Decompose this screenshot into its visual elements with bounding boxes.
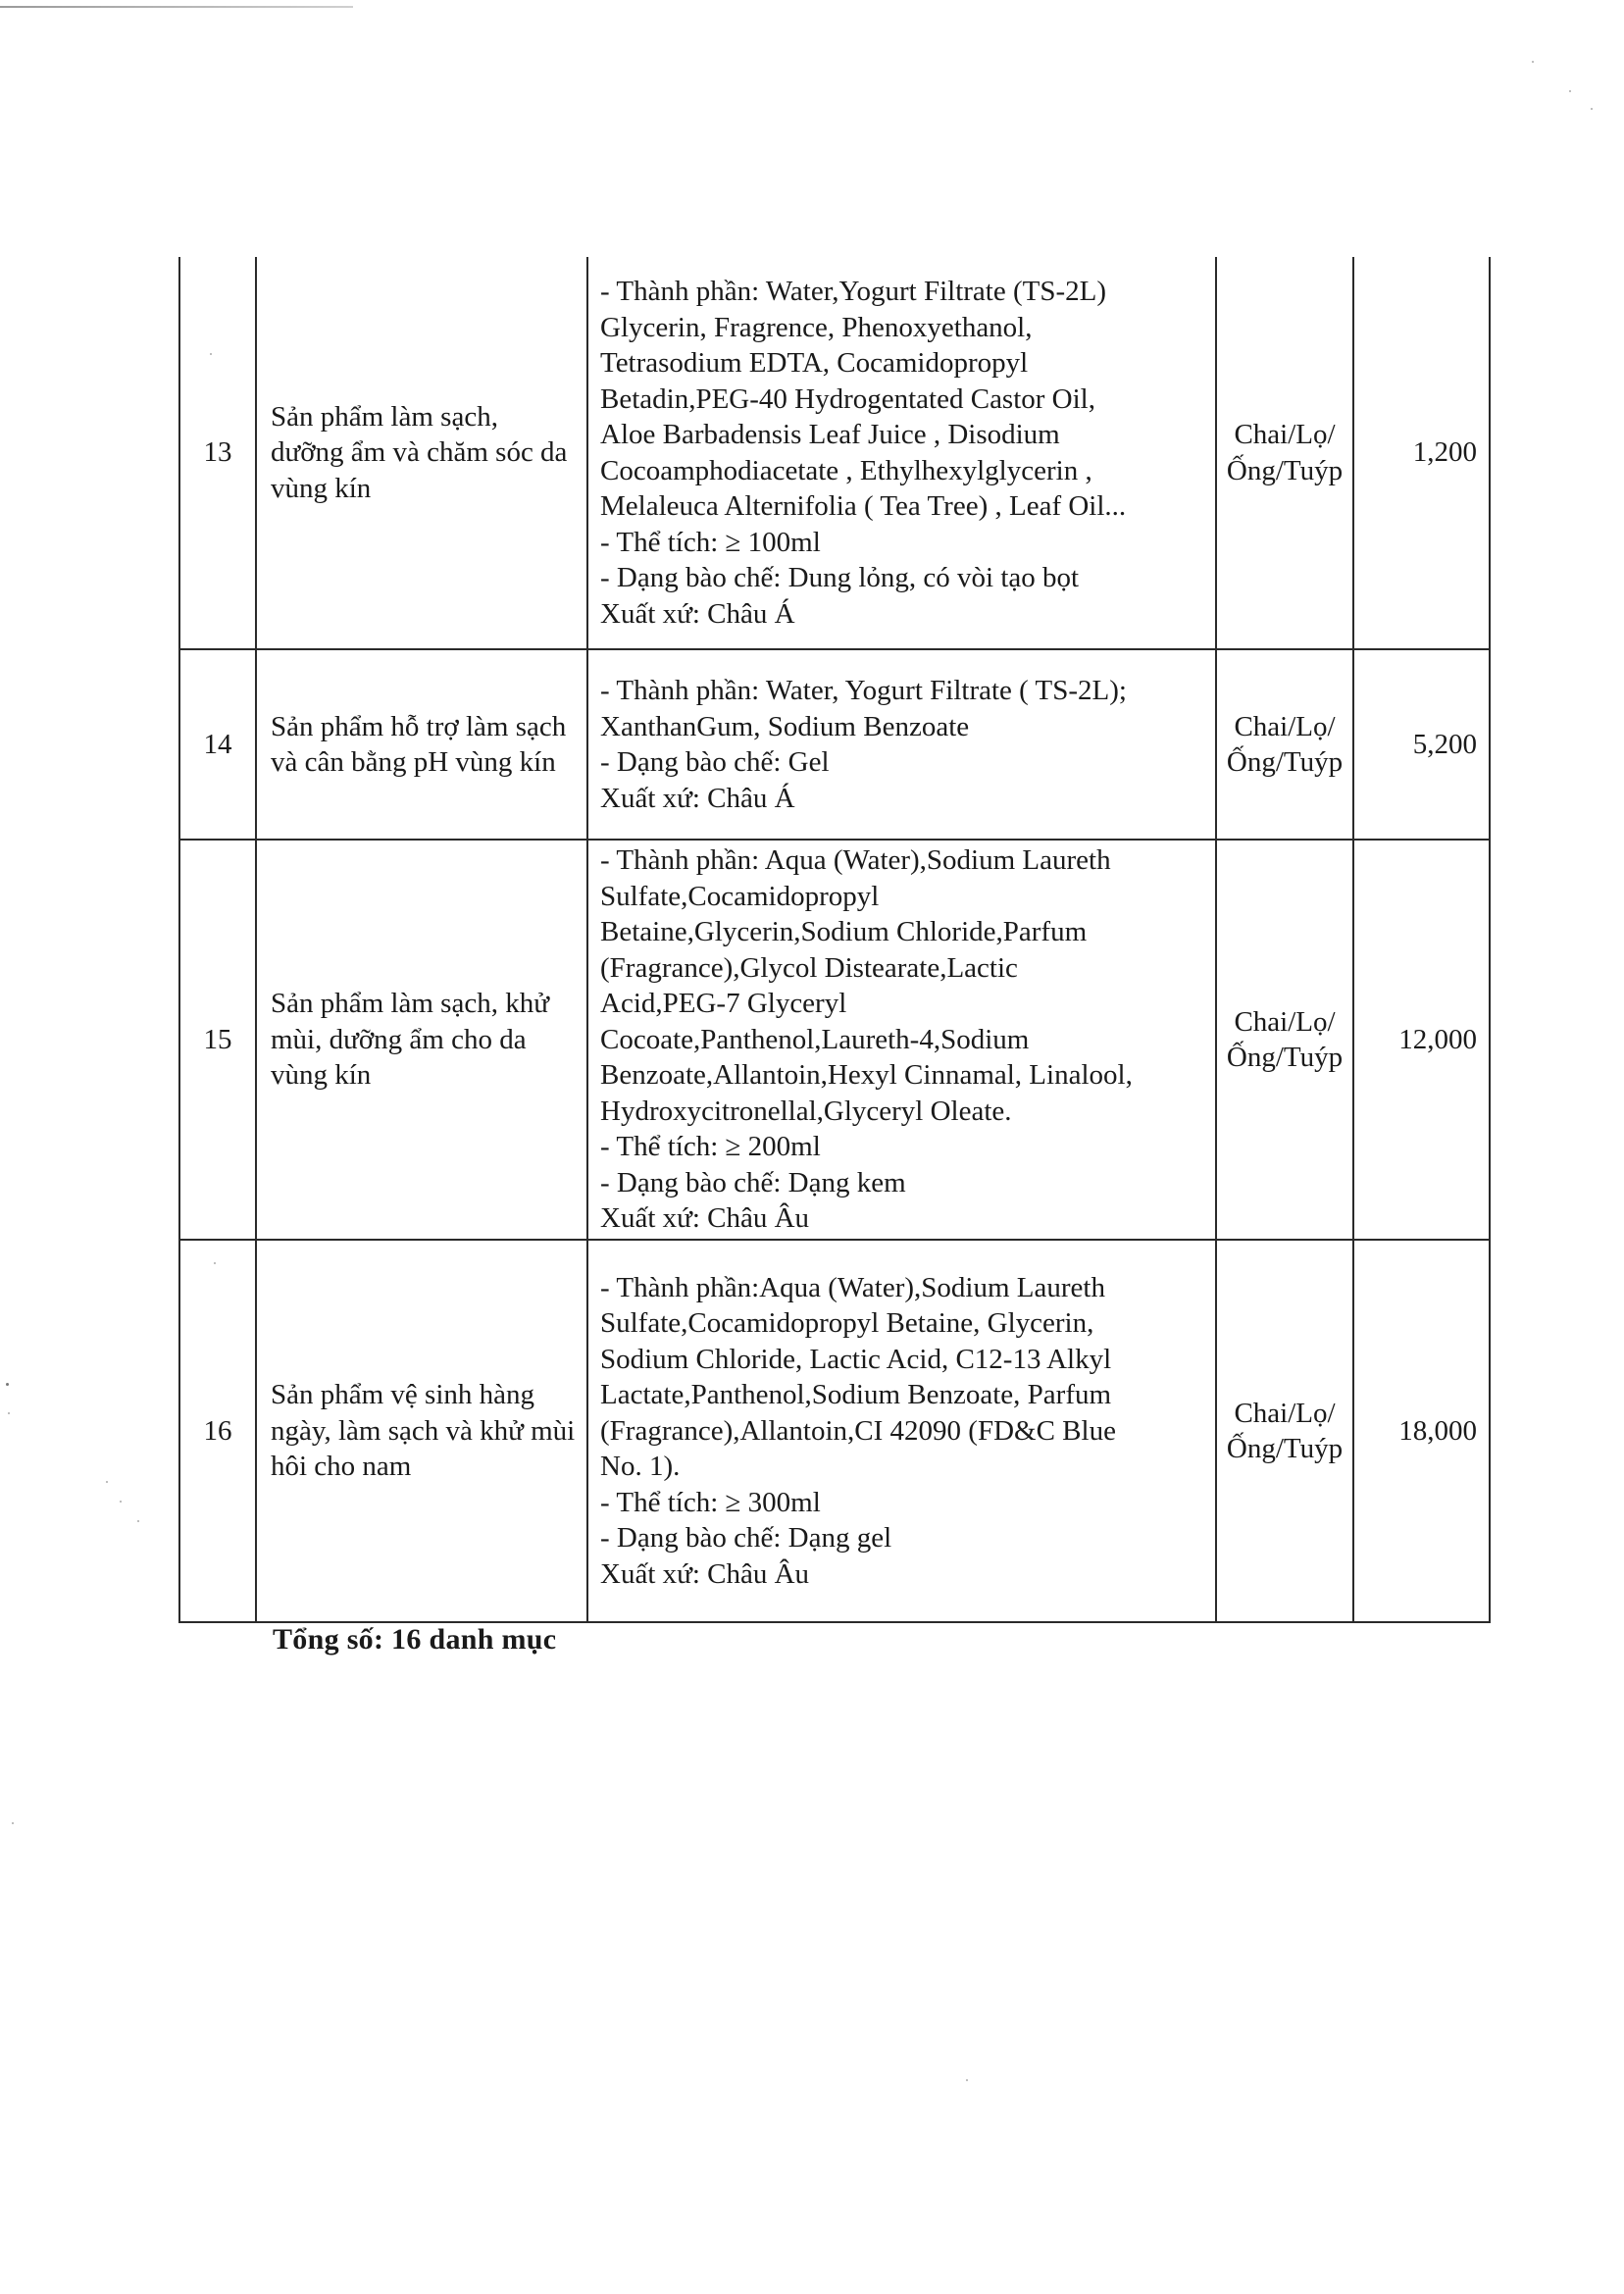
description-line: Benzoate,Allantoin,Hexyl Cinnamal, Linalool, <box>600 1059 1133 1092</box>
description-line: Sulfate,Cocamidopropyl Betaine, Glycerin, <box>600 1307 1094 1340</box>
description-line: Sulfate,Cocamidopropyl <box>600 880 880 912</box>
quantity: 18,000 <box>1353 1240 1490 1622</box>
total-count: Tổng số: 16 danh mục <box>273 1623 557 1656</box>
description-line: Xuất xứ: Châu Âu <box>600 1202 810 1235</box>
description-line: - Dạng bào chế: Dung lỏng, có vòi tạo bọt <box>600 562 1080 593</box>
table-row <box>179 649 1490 840</box>
description-line: - Dạng bào chế: Dạng kem <box>600 1166 906 1198</box>
quantity: 1,200 <box>1353 257 1490 649</box>
description-line: - Thể tích: ≥ 100ml <box>600 526 821 558</box>
scan-speck <box>1532 61 1534 63</box>
description-line: Acid,PEG-7 Glyceryl <box>600 988 847 1020</box>
product-description <box>587 840 1216 1240</box>
description-line: - Thành phần:Aqua (Water),Sodium Laureth <box>600 1271 1105 1303</box>
description-line: - Thành phần: Water, Yogurt Filtrate ( TS-2L); <box>600 675 1127 706</box>
table-row <box>179 1240 1490 1622</box>
table-row <box>179 257 1490 649</box>
scan-speck <box>137 1520 139 1522</box>
top-scan-rule <box>0 6 353 8</box>
unit: Chai/Lọ/ Ống/Tuýp <box>1216 1240 1353 1622</box>
description-line: - Thể tích: ≥ 200ml <box>600 1131 821 1163</box>
row-number: 14 <box>179 649 256 840</box>
description-line: Sodium Chloride, Lactic Acid, C12-13 Alkyl <box>600 1343 1112 1375</box>
description-line: - Dạng bào chế: Gel <box>600 746 830 778</box>
scan-speck <box>12 1822 14 1824</box>
unit: Chai/Lọ/ Ống/Tuýp <box>1216 257 1353 649</box>
product-name: Sản phẩm làm sạch, dưỡng ẩm và chăm sóc da vùng kín <box>256 257 587 649</box>
row-number: 13 <box>179 257 256 649</box>
scan-speck <box>8 1412 10 1414</box>
product-description <box>587 649 1216 840</box>
description-line: Tetrasodium EDTA, Cocamidopropyl <box>600 347 1029 379</box>
description-line: Lactate,Panthenol,Sodium Benzoate, Parfum <box>600 1379 1112 1411</box>
description-line: Betadin,PEG-40 Hydrogentated Castor Oil, <box>600 382 1095 415</box>
scan-speck <box>1591 108 1593 110</box>
row-number: 15 <box>179 840 256 1240</box>
description-line: - Thành phần: Aqua (Water),Sodium Laureth <box>600 844 1111 877</box>
description-line: Xuất xứ: Châu Âu <box>600 1557 810 1590</box>
description-line: Cocoate,Panthenol,Laureth-4,Sodium <box>600 1023 1030 1055</box>
description-line: (Fragrance),Glycol Distearate,Lactic <box>600 951 1018 984</box>
description-line: - Dạng bào chế: Dạng gel <box>600 1522 892 1555</box>
description-line: Xuất xứ: Châu Á <box>600 597 795 630</box>
product-description <box>587 257 1216 649</box>
product-description <box>587 1240 1216 1622</box>
description-line: Cocoamphodiacetate , Ethylhexylglycerin , <box>600 454 1092 486</box>
description-line: - Thành phần: Water,Yogurt Filtrate (TS-2L) <box>600 276 1107 307</box>
unit: Chai/Lọ/ Ống/Tuýp <box>1216 649 1353 840</box>
description-line: XanthanGum, Sodium Benzoate <box>600 710 970 742</box>
row-number: 16 <box>179 1240 256 1622</box>
product-name: Sản phẩm hỗ trợ làm sạch và cân bằng pH vùng kín <box>256 649 587 840</box>
scan-speck <box>1569 90 1571 92</box>
scan-speck <box>120 1501 122 1503</box>
scan-speck <box>106 1481 108 1483</box>
quantity: 5,200 <box>1353 649 1490 840</box>
description-line: Melaleuca Alternifolia ( Tea Tree) , Leaf Oil... <box>600 490 1127 522</box>
scan-speck <box>966 2079 968 2081</box>
description-line: Betaine,Glycerin,Sodium Chloride,Parfum <box>600 916 1088 948</box>
product-name: Sản phẩm vệ sinh hàng ngày, làm sạch và khử mùi hôi cho nam <box>256 1240 587 1622</box>
product-table <box>178 257 1491 1623</box>
product-table-body <box>179 257 1490 1622</box>
description-line: Xuất xứ: Châu Á <box>600 782 795 814</box>
quantity: 12,000 <box>1353 840 1490 1240</box>
description-line: No. 1). <box>600 1451 681 1483</box>
description-line: Glycerin, Fragrence, Phenoxyethanol, <box>600 311 1033 343</box>
table-row <box>179 840 1490 1240</box>
description-line: (Fragrance),Allantoin,CI 42090 (FD&C Blue <box>600 1414 1116 1447</box>
scan-speck <box>6 1383 9 1386</box>
unit: Chai/Lọ/ Ống/Tuýp <box>1216 840 1353 1240</box>
description-line: - Thể tích: ≥ 300ml <box>600 1486 821 1518</box>
description-line: Hydroxycitronellal,Glyceryl Oleate. <box>600 1095 1012 1127</box>
description-line: Aloe Barbadensis Leaf Juice , Disodium <box>600 419 1060 450</box>
product-name: Sản phẩm làm sạch, khử mùi, dưỡng ẩm cho da vùng kín <box>256 840 587 1240</box>
